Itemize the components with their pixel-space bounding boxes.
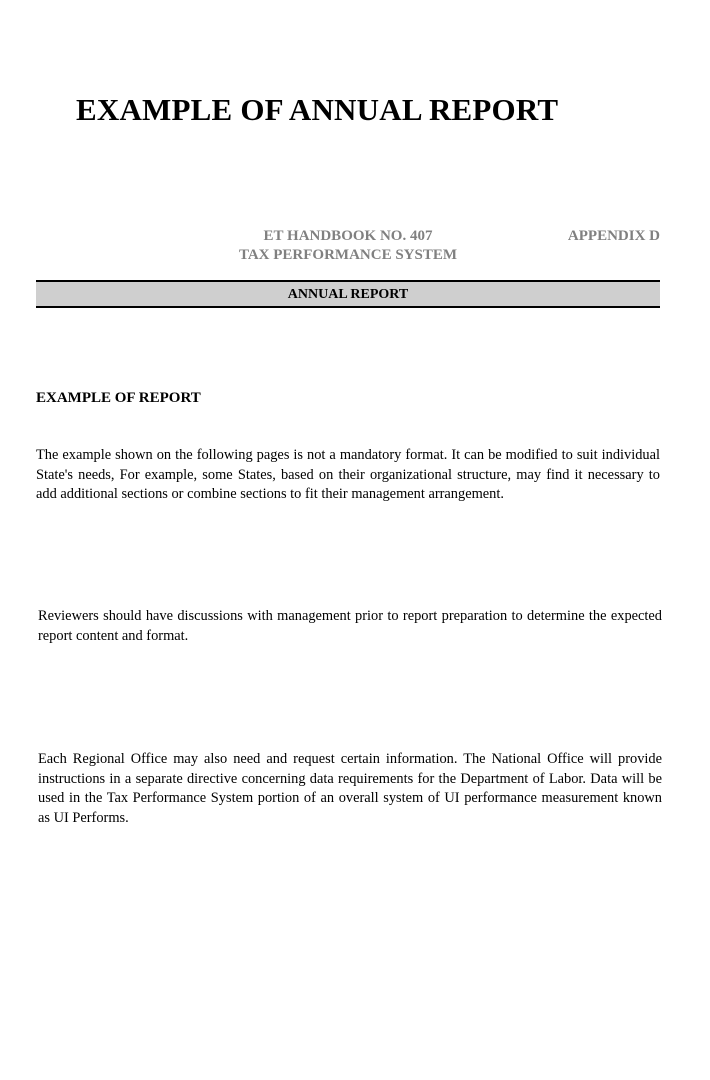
- paragraph-format: The example shown on the following pages is not a mandatory format. It can be modified to suit individual State's needs, For example, some States, based on their organizational structure, may find it necessary to add additional sections or combine sections to fit their management arrangement.: [36, 447, 660, 502]
- section-heading: EXAMPLE OF REPORT: [36, 390, 201, 406]
- paragraph-reviewers: Reviewers should have discussions with management prior to report preparation to determine the expected report content and format.: [38, 608, 662, 644]
- section-banner: ANNUAL REPORT: [36, 280, 660, 308]
- handbook-header: [232, 227, 464, 265]
- document-title: EXAMPLE OF ANNUAL REPORT: [76, 92, 559, 127]
- appendix-label: APPENDIX D: [567, 228, 660, 244]
- handbook-number: ET HANDBOOK NO. 407: [263, 228, 433, 244]
- paragraph-regional-office: Each Regional Office may also need and request certain information. The National Office will provide instructions in a separate directive concerning data requirements for the Department of Labor. Data will be used in the Tax Performance System portion of an overall system of UI performance measurement known as UI Performs.: [38, 751, 662, 826]
- handbook-system: TAX PERFORMANCE SYSTEM: [238, 247, 458, 263]
